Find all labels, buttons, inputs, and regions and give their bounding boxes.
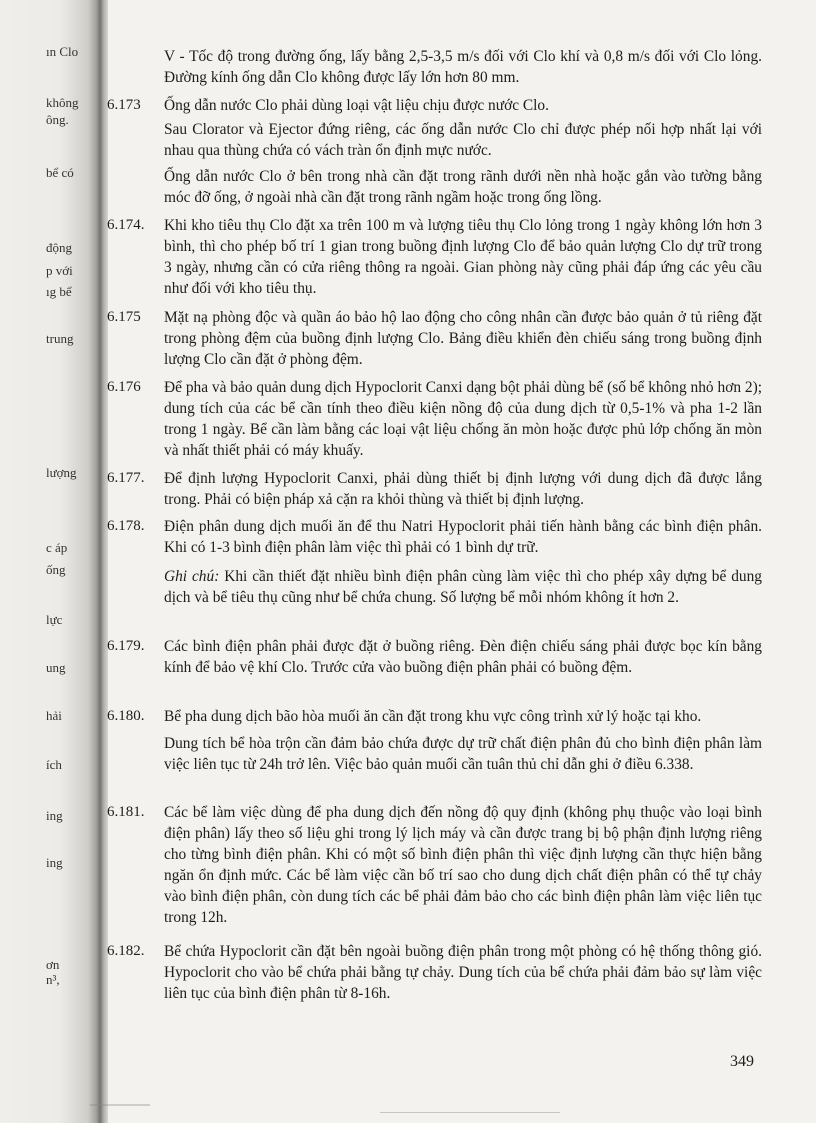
paragraph: Các bình điện phân phải được đặt ở buồng riêng. Đèn điện chiếu sáng phải được bọc kín bằng kính để bảo vệ khí Clo. Trước cửa vào buồng điện phân phải có buồng đệm. bbox=[164, 638, 762, 676]
paragraph: Để định lượng Hypoclorit Canxi, phải dùng thiết bị định lượng với dung dịch đã được lắng trong. Phải có biện pháp xả cặn ra khỏi thùng và thiết bị định lượng. bbox=[164, 470, 762, 508]
paragraph: Điện phân dung dịch muối ăn để thu Natri Hypoclorit phải tiến hành bằng các bình điện phân. Khi có 1-3 bình điện phân làm việc thì phải có 1 bình dự trữ. bbox=[164, 518, 762, 556]
margin-fragment: ing bbox=[46, 855, 63, 870]
paragraph: Dung tích bể hòa trộn cần đảm bảo chứa được dự trữ chất điện phân đủ cho bình điện phân làm việc liên tục từ 24h trở lên. Việc bảo quản muối cần tuân thủ chỉ dẫn ghi ở điều 6.338. bbox=[164, 735, 762, 773]
margin-fragment: động bbox=[46, 240, 72, 255]
margin-fragment: ıg bể bbox=[46, 284, 72, 299]
margin-fragment: ơn bbox=[46, 957, 60, 972]
margin-fragment: lực bbox=[46, 612, 63, 627]
margin-fragment: ống bbox=[46, 562, 66, 577]
paragraph: Các bể làm việc dùng để pha dung dịch đến nồng độ quy định (không phụ thuộc vào loại bình điện phân) lấy theo số liệu ghi trong lý lịch máy và cần được trang bị bộ phận định lượng riêng cho từng bình điện phân. Khi có một số bình điện phân thì việc định lượng cần thực hiện bằng ngăn ổn định mức. Các bể làm việc cần bố trí sao cho dung dịch chất điện phân có thể tự chảy vào bình điện phân, còn dung tích các bể phải đảm bảo cho các bình điện phân làm việc liên tục trong 12h. bbox=[164, 804, 762, 926]
margin-fragment: n³, bbox=[46, 972, 60, 987]
clause-number: 6.178. bbox=[107, 518, 145, 534]
page-number: 349 bbox=[730, 1053, 754, 1070]
clause-number: 6.182. bbox=[107, 943, 145, 959]
margin-fragment: c áp bbox=[46, 540, 68, 555]
paragraph: Mặt nạ phòng độc và quần áo bảo hộ lao động cho công nhân cần được bảo quản ở tủ riêng đặt trong phòng đệm của buồng định lượng Clo. Bảng điều khiển đèn chiếu sáng trong buồng định lượng Clo cần đặt ở phòng đệm. bbox=[164, 309, 762, 368]
margin-fragment: ông. bbox=[46, 112, 69, 127]
clause-number: 6.176 bbox=[107, 379, 141, 395]
margin-fragment: ung bbox=[46, 660, 66, 675]
margin-fragment: ın Clo bbox=[46, 44, 79, 59]
clause-number: 6.173 bbox=[107, 97, 141, 113]
clause-number: 6.180. bbox=[107, 708, 145, 724]
scan-artifact bbox=[380, 1112, 560, 1113]
note-text: Khi cần thiết đặt nhiều bình điện phân cùng làm việc thì cho phép xây dựng bể dung dịch và bể tiêu thụ cũng như bể chứa chung. Số lượng bể mỗi nhóm không ít hơn 2. bbox=[164, 568, 763, 606]
paragraph: Ống dẫn nước Clo ở bên trong nhà cần đặt trong rãnh dưới nền nhà hoặc gắn vào tường bằng móc đỡ ống, ở ngoài nhà cần đặt trong rãnh ngầm hoặc trong ống lồng. bbox=[164, 168, 762, 206]
margin-fragment: trung bbox=[46, 331, 74, 346]
clause-number: 6.175 bbox=[107, 309, 141, 325]
margin-fragment: không bbox=[46, 95, 79, 110]
margin-fragment: p với bbox=[46, 263, 73, 278]
scan-artifact bbox=[90, 1104, 150, 1106]
margin-fragment: lượng bbox=[46, 465, 77, 480]
clause-number: 6.174. bbox=[107, 217, 145, 233]
margin-fragment: ing bbox=[46, 808, 63, 823]
clause-number: 6.179. bbox=[107, 638, 145, 654]
margin-fragment: bể có bbox=[46, 165, 74, 180]
clause-number: 6.181. bbox=[107, 804, 145, 820]
note-label: Ghi chú: bbox=[164, 568, 220, 585]
note-paragraph bbox=[164, 566, 762, 608]
paragraph: Khi kho tiêu thụ Clo đặt xa trên 100 m và lượng tiêu thụ Clo lỏng trong 1 ngày không lớn hơn 3 bình, thì cho phép bố trí 1 gian trong buồng định lượng Clo để bảo quản lượng Clo dự trữ trong 3 ngày, nhưng cần có cửa riêng thông ra ngoài. Gian phòng này cũng phải đáp ứng các yêu cầu như đối với kho tiêu thụ. bbox=[164, 217, 762, 297]
paragraph: V - Tốc độ trong đường ống, lấy bằng 2,5-3,5 m/s đối với Clo khí và 0,8 m/s đối với Clo lỏng. Đường kính ống dẫn Clo không được lấy lớn hơn 80 mm. bbox=[164, 48, 762, 86]
paragraph: Ống dẫn nước Clo phải dùng loại vật liệu chịu được nước Clo. bbox=[164, 97, 549, 114]
margin-fragment: hải bbox=[46, 708, 62, 723]
paragraph: Bể chứa Hypoclorit cần đặt bên ngoài buồng điện phân trong một phòng có hệ thống thông gió. Hypoclorit cho vào bể chứa phải bằng tự chảy. Dung tích của bể chứa phải đảm bảo sự làm việc liên tục của bình điện phân từ 8-16h. bbox=[164, 943, 762, 1002]
margin-fragment: ích bbox=[46, 757, 62, 772]
paragraph: Để pha và bảo quản dung dịch Hypoclorit Canxi dạng bột phải dùng bể (số bể không nhỏ hơn 2); dung tích của các bể cần tính theo điều kiện nồng độ của dung dịch từ 0,5-1% và pha 1-2 lần trong 1 ngày. Bể cần làm bằng các loại vật liệu chống ăn mòn hoặc được phủ lớp chống ăn mòn và nhất thiết phải có máy khuấy. bbox=[164, 379, 762, 459]
paragraph: Bể pha dung dịch bão hòa muối ăn cần đặt trong khu vực công trình xử lý hoặc tại kho. bbox=[164, 708, 702, 725]
clause-number: 6.177. bbox=[107, 470, 145, 486]
paragraph: Sau Clorator và Ejector đứng riêng, các ống dẫn nước Clo chỉ được phép nối hợp nhất lại với nhau qua thùng chứa có vách tràn ổn định mực nước. bbox=[164, 121, 762, 159]
